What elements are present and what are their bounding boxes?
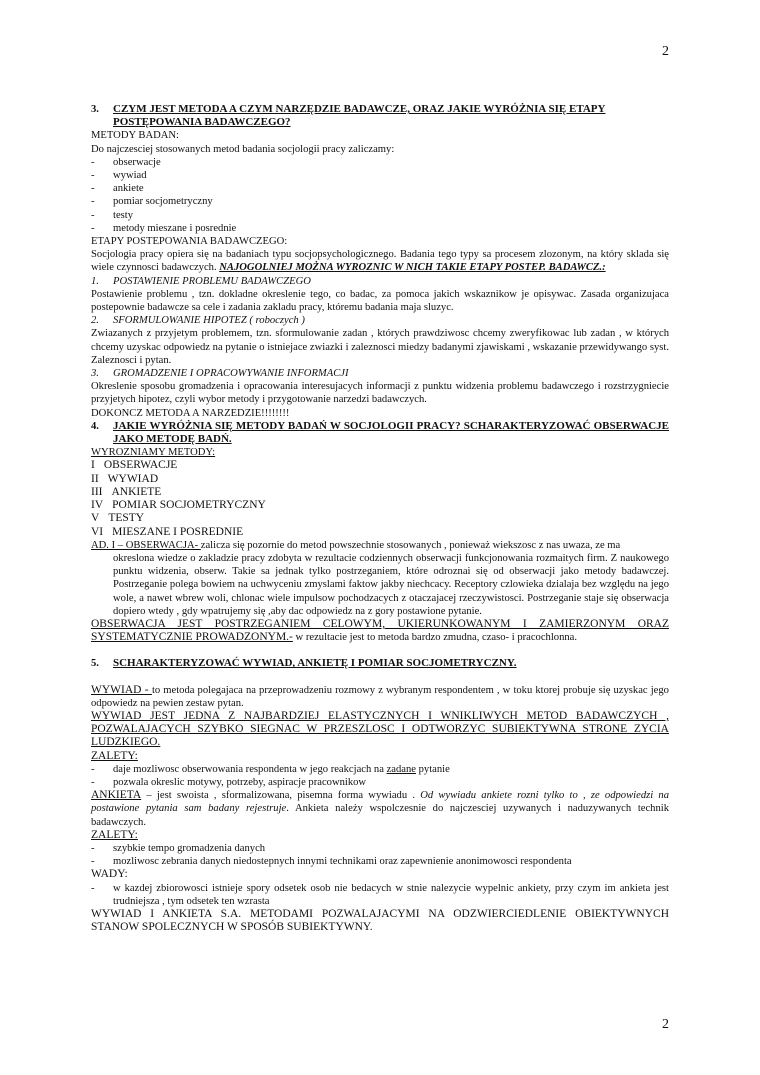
list-item: VI MIESZANE I POSREDNIE [91, 525, 244, 538]
section-title: JAKIE WYRÓŻNIA SIĘ METODY BADAŃ W SOCJOLOGII PRACY? SCHARAKTERYZOWAĆ OBSERWACJE JAKO METODĘ BADŃ. [113, 419, 669, 446]
obserwacja-paragraph: okreslona wiedze o zakladzie pracy zdobyta w rezultacie codziennych obserwacji funkcjonowania rozmaitych firm. Z naukowego punktu widzenia, obserw. Takie sa jednak tylko postrzeganiem, które odroznai się od obserwacji jako metody badawczej. Postrzeganie polega bowiem na uchwyceniu zmyslami faktow jakby niechcacy. Receptory czlowieka dzialaja bez względu na jego wole, a nawet wbrew woli, chlonac wiele impulsow pochodzacych z otaczajacej rzeczywistosci. Postrzeganie staje się obserwacja dopiero wtedy , gdy wpatrujemy się ,aby dac odpowiedz na z gory postawione pytanie. [113, 552, 669, 617]
list-item: - daje mozliwosc obserwowania respondenta w jego reakcjach na zadane pytanie [91, 763, 450, 775]
metody-title: METODY BADAN: [91, 130, 179, 142]
wywiad-label: WYWIAD - [91, 683, 152, 696]
list-item: II WYWIAD [91, 472, 159, 485]
section-number: 3. [91, 104, 99, 115]
page-number-bottom: 2 [662, 1017, 669, 1032]
step-heading: 1. POSTAWIENIE PROBLEMU BADAWCZEGO [91, 275, 311, 287]
wywiad-paragraph: WYWIAD - to metoda polegajaca na przeprowadzeniu rozmowy z wybranym respondentem , w toku ktorej probuje się uzyskac jego odpowiedz na pewien zestaw pytan. [91, 683, 669, 709]
list-item: - pomiar socjometryczny [91, 196, 213, 208]
dash-bullet: - [91, 170, 95, 182]
section-title: CZYM JEST METODA A CZYM NARZĘDZIE BADAWCZE, ORAZ JAKIE WYRÓŻNIA SIĘ ETAPY POSTĘPOWANIA BADAWCZEGO? [113, 103, 606, 129]
etapy-paragraph: Socjologia pracy opiera się na badaniach typu socjopsychologicznego. Badania tego typy sa procesem zlozonym, na który sklada się wiele czynnosci badawczych. NAJOGOLNIEJ MOŻNA WYROZNIC W NICH TAKIE ETAPY POSTEP. BADAWCZ.: [91, 249, 669, 274]
dash-bullet: - [91, 856, 95, 868]
obserwacja-first-line: AD. I – OBSERWACJA- zalicza się pozornie do metod powszechnie stosowanych , ponieważ wiekszosc z nas uwaza, ze ma [91, 539, 621, 551]
obserwacja-definition: OBSERWACJA JEST POSTRZEGANIEM CELOWYM, UKIERUNKOWANYM I ZAMIERZONYM ORAZ SYSTEMATYCZNIE PROWADZONYM.- w rezultacie jest to metoda bardzo zmudna, czaso- i pracochlonna. [91, 617, 669, 644]
page-number-top: 2 [662, 44, 669, 59]
dokoncz-note: DOKONCZ METODA A NARZEDZIE!!!!!!!! [91, 407, 290, 419]
list-item: - mozliwosc zebrania danych niedostepnych innymi technikami oraz zapewnienie anonimowosci respondenta [91, 856, 572, 868]
ankieta-paragraph: ANKIETA – jest swoista , sformalizowana, pisemna forma wywiadu . Od wywiadu ankiete rozni tylko to , ze odpowiedzi na postawione pytania sam badany rejestruje. Ankieta należy wspolczesnie do najczesciej uzywanych i naduzywanych technik badawczych. [91, 789, 669, 828]
dash-bullet: - [91, 209, 95, 221]
section-number: 5. [91, 658, 99, 670]
list-item: - ankiete [91, 183, 144, 195]
step-text: Postawienie problemu , tzn. dokladne okreslenie tego, co badac, za pomoca jakich wskaznikow je opisywac. Zasada organizujaca postepownie badawcze sa cele i zadania zakladu pracy, któremu badania maja sluzyc. [91, 288, 669, 314]
wady-title: WADY: [91, 868, 128, 881]
step-heading: 3. GROMADZENIE I OPRACOWYWANIE INFORMACJI [91, 368, 349, 380]
step-heading: 2. SFORMULOWANIE HIPOTEZ ( roboczych ) [91, 315, 305, 327]
section-5-heading [91, 657, 669, 670]
dash-bullet: - [91, 882, 95, 894]
section-title: SCHARAKTERYZOWAĆ WYWIAD, ANKIETĘ I POMIAR SOCJOMETRYCZNY. [113, 657, 517, 670]
section-3-heading [91, 103, 669, 129]
list-item: - obserwacje [91, 156, 161, 168]
list-item: - metody mieszane i posrednie [91, 222, 237, 234]
dash-bullet: - [91, 222, 95, 234]
list-item: - testy [91, 209, 134, 221]
etapy-title: ETAPY POSTEPOWANIA BADAWCZEGO: [91, 236, 288, 248]
dash-bullet: - [91, 196, 95, 208]
list-item: - pozwala okreslic motywy, potrzeby, aspiracje pracownikow [91, 776, 367, 788]
obserwacja-label: AD. I – OBSERWACJA- [91, 539, 201, 551]
wyrozniamy-title: WYROZNIAMY METODY: [91, 447, 216, 459]
step-text: Okreslenie sposobu gromadzenia i opracowania interesujacych informacji z punktu widzenia problemu badawczego i rozstrzygniecie przyjetych hipotez, czyli wybor metody i przygotowanie narzedzi badawczych. [91, 381, 669, 406]
final-statement: WYWIAD I ANKIETA S.A. METODAMI POZWALAJACYMI NA ODZWIERCIEDLENIE OBIEKTYWNYCH STANOW SPOLECZNYCH W SPOSÓB SUBIEKTYWNY. [91, 907, 669, 934]
step-text: Zwiazanych z przyjetym problemem, tzn. sformulowanie zadan , których prawdziwosc chcemy zweryfikowac lub zadan , w których chcemy uzyskac odpowiedz na pytanie o istniejace zwiazki i zaleznosci miedzy badanymi zjawiskami , wskazanie przewidywango syst. Zaleznosci i pytan. [91, 328, 669, 366]
dash-bullet: - [91, 763, 95, 775]
list-item: - wywiad [91, 170, 147, 182]
section-4-heading [91, 420, 669, 446]
zalety-title: ZALETY: [91, 828, 138, 841]
list-item: - szybkie tempo gromadzenia danych [91, 842, 266, 854]
section-number: 4. [91, 420, 99, 432]
ankieta-label: ANKIETA [91, 789, 142, 802]
dash-bullet: - [91, 156, 95, 168]
list-item: - w kazdej zbiorowosci istnieje spory odsetek osob nie bedacych w stnie nalezycie wypelnic ankiety, przy czym im ankieta jest trudniejsza , tym odsetek ten wzrasta [91, 882, 669, 907]
wywiad-definition: WYWIAD JEST JEDNA Z NAJBARDZIEJ ELASTYCZNYCH I WNIKLIWYCH METOD BADAWCZYCH , POZWALAJACYCH SZYBKO SIEGNAC W PRZESZLOSC I ODTWORZYC SUBIEKTYWNA STRONE ZYCIA LUDZKIEGO. [91, 709, 669, 749]
list-item: III ANKIETE [91, 485, 162, 498]
dash-bullet: - [91, 183, 95, 195]
zalety-title: ZALETY: [91, 749, 138, 762]
list-item: I OBSERWACJE [91, 459, 178, 472]
metody-intro: Do najczesciej stosowanych metod badania socjologii pracy zaliczamy: [91, 143, 395, 155]
etapy-emphasis: NAJOGOLNIEJ MOŻNA WYROZNIC W NICH TAKIE ETAPY POSTEP. BADAWCZ.: [219, 262, 606, 274]
list-item: V TESTY [91, 512, 145, 525]
dash-bullet: - [91, 842, 95, 854]
document-body [91, 103, 669, 934]
dash-bullet: - [91, 776, 95, 788]
list-item: IV POMIAR SOCJOMETRYCZNY [91, 499, 266, 512]
